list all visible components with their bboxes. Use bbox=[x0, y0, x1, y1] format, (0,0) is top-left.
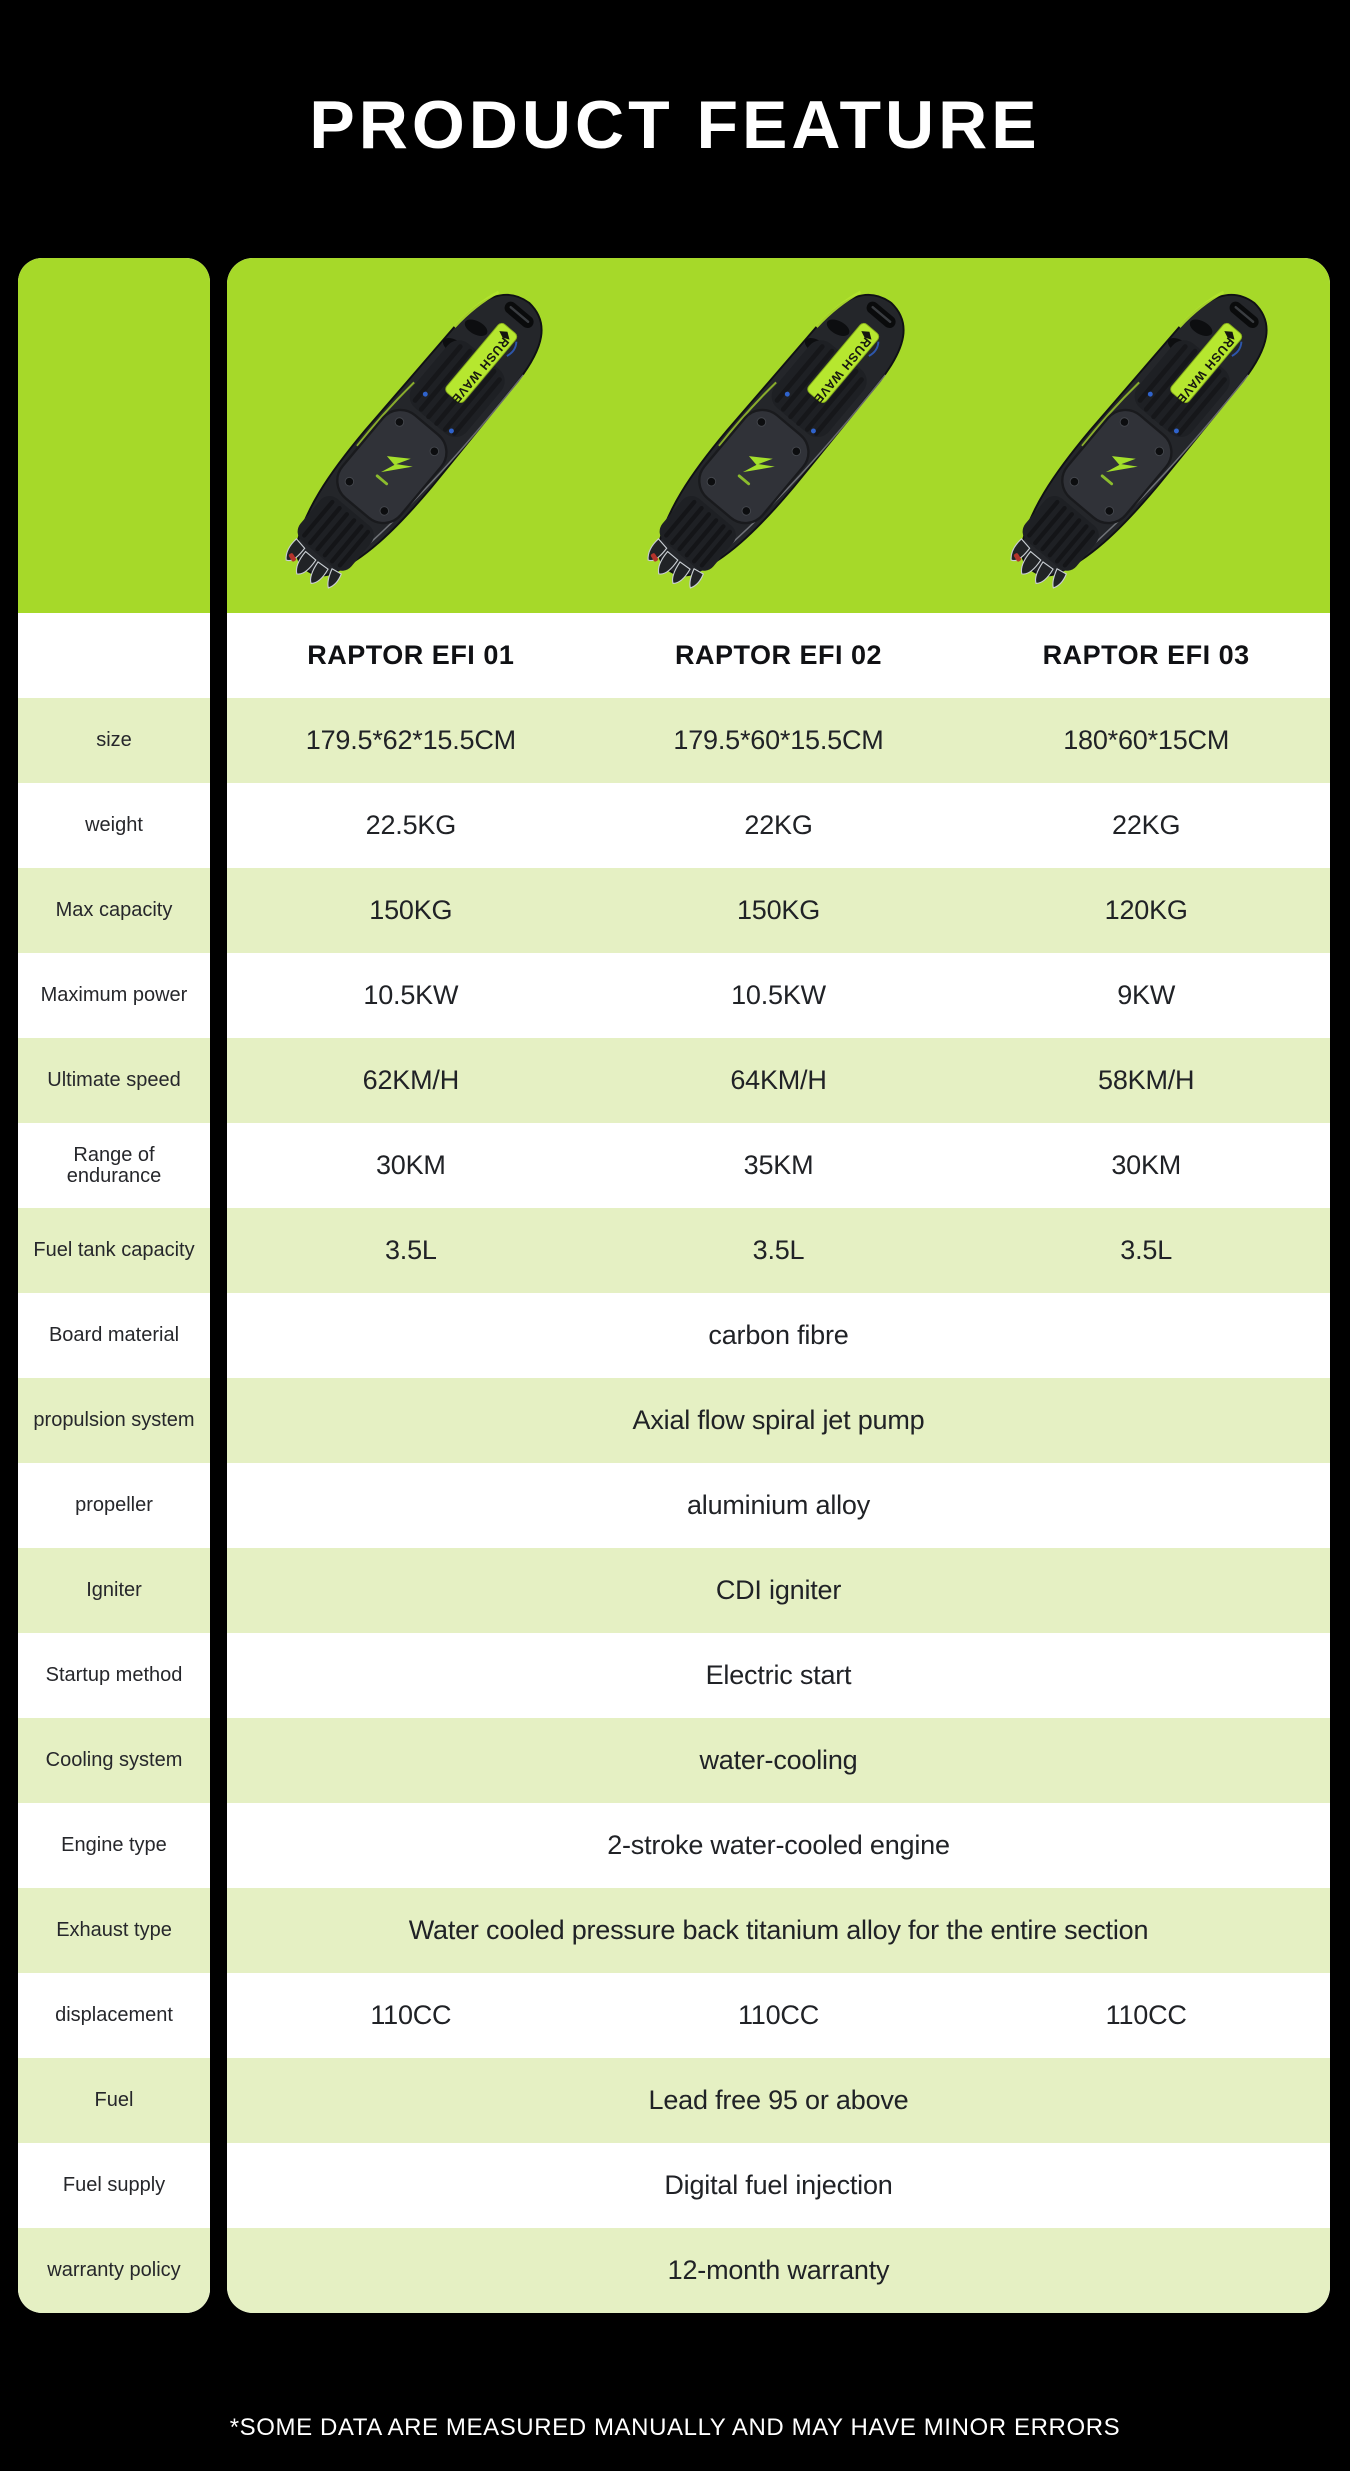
row-label: Fuel supply bbox=[18, 2143, 210, 2228]
row-label: warranty policy bbox=[18, 2228, 210, 2313]
spec-value: 179.5*62*15.5CM bbox=[305, 725, 516, 755]
row-label: Fuel tank capacity bbox=[18, 1208, 210, 1293]
row-label: Cooling system bbox=[18, 1718, 210, 1803]
spec-value: 3.5L bbox=[384, 1235, 437, 1265]
spec-row bbox=[227, 2058, 1330, 2143]
spec-value: 110CC bbox=[737, 2000, 820, 2030]
spec-value-merged: Digital fuel injection bbox=[664, 2170, 893, 2200]
spec-table-panel bbox=[227, 258, 1330, 2313]
spec-row bbox=[227, 868, 1330, 953]
spec-row bbox=[227, 1633, 1330, 1718]
row-label: displacement bbox=[18, 1973, 210, 2058]
spec-value: 22KG bbox=[1112, 810, 1181, 840]
spec-value-merged: CDI igniter bbox=[715, 1575, 842, 1605]
spec-row bbox=[227, 1463, 1330, 1548]
spec-value: 62KM/H bbox=[362, 1065, 459, 1095]
row-label: Maximum power bbox=[18, 953, 210, 1038]
sidebar-header-spacer bbox=[18, 613, 210, 698]
spec-value: 150KG bbox=[369, 895, 453, 925]
row-label: Igniter bbox=[18, 1548, 210, 1633]
spec-value: 3.5L bbox=[752, 1235, 805, 1265]
spec-value: 10.5KW bbox=[731, 980, 826, 1010]
jetboard-image bbox=[623, 267, 933, 605]
spec-row bbox=[227, 1888, 1330, 1973]
spec-value: 22.5KG bbox=[365, 810, 457, 840]
spec-row bbox=[227, 1718, 1330, 1803]
spec-row bbox=[227, 2143, 1330, 2228]
row-label: Exhaust type bbox=[18, 1888, 210, 1973]
spec-row bbox=[227, 1378, 1330, 1463]
spec-value: 64KM/H bbox=[730, 1065, 827, 1095]
sidebar-rows bbox=[18, 698, 210, 2313]
spec-row bbox=[227, 1208, 1330, 1293]
row-label: Max capacity bbox=[18, 868, 210, 953]
spec-row bbox=[227, 1293, 1330, 1378]
spec-row bbox=[227, 783, 1330, 868]
row-label: Engine type bbox=[18, 1803, 210, 1888]
spec-value: 9KW bbox=[1117, 980, 1176, 1010]
spec-value-merged: Lead free 95 or above bbox=[648, 2085, 909, 2115]
spec-value-merged: 2-stroke water-cooled engine bbox=[607, 1830, 950, 1860]
spec-row bbox=[227, 1123, 1330, 1208]
jetboard-image bbox=[261, 267, 571, 605]
spec-value: 110CC bbox=[370, 2000, 452, 2030]
product-name: RAPTOR EFI 02 bbox=[674, 640, 883, 670]
spec-row bbox=[227, 1803, 1330, 1888]
spec-rows bbox=[227, 698, 1330, 2313]
product-name: RAPTOR EFI 01 bbox=[307, 640, 515, 670]
spec-value: 120KG bbox=[1104, 895, 1188, 925]
spec-value-merged: Axial flow spiral jet pump bbox=[632, 1405, 925, 1435]
spec-row bbox=[227, 2228, 1330, 2313]
spec-value-merged: Water cooled pressure back titanium alloy for the entire section bbox=[408, 1915, 1149, 1945]
row-label: Range of endurance bbox=[18, 1123, 210, 1208]
product-photo-strip bbox=[227, 258, 1330, 613]
spec-value: 110CC bbox=[1105, 2000, 1187, 2030]
spec-value: 150KG bbox=[736, 895, 821, 925]
spec-value-merged: carbon fibre bbox=[708, 1320, 849, 1350]
product-name: RAPTOR EFI 03 bbox=[1042, 640, 1250, 670]
spec-value-merged: Electric start bbox=[705, 1660, 852, 1690]
row-label: propeller bbox=[18, 1463, 210, 1548]
row-label: Ultimate speed bbox=[18, 1038, 210, 1123]
row-label: propulsion system bbox=[18, 1378, 210, 1463]
spec-row bbox=[227, 698, 1330, 783]
spec-row bbox=[227, 1973, 1330, 2058]
spec-value: 180*60*15CM bbox=[1063, 725, 1230, 755]
row-label: Startup method bbox=[18, 1633, 210, 1718]
footnote: *SOME DATA ARE MEASURED MANUALLY AND MAY HAVE MINOR ERRORS bbox=[229, 2414, 1121, 2441]
spec-row bbox=[227, 953, 1330, 1038]
product-name-row bbox=[227, 613, 1330, 698]
row-label: weight bbox=[18, 783, 210, 868]
spec-value: 179.5*60*15.5CM bbox=[673, 725, 884, 755]
spec-value: 10.5KW bbox=[363, 980, 459, 1010]
spec-value: 22KG bbox=[744, 810, 813, 840]
spec-row bbox=[227, 1548, 1330, 1633]
spec-row bbox=[227, 1038, 1330, 1123]
spec-value: 3.5L bbox=[1120, 1235, 1173, 1265]
spec-value: 58KM/H bbox=[1098, 1065, 1195, 1095]
spec-label-column bbox=[18, 258, 210, 2313]
sidebar-top-spacer bbox=[18, 258, 210, 613]
page-title: PRODUCT FEATURE bbox=[309, 87, 1041, 163]
row-label: Board material bbox=[18, 1293, 210, 1378]
jetboard-image bbox=[986, 267, 1296, 605]
row-label: size bbox=[18, 698, 210, 783]
row-label: Fuel bbox=[18, 2058, 210, 2143]
spec-value: 35KM bbox=[743, 1150, 814, 1180]
spec-value-merged: 12-month warranty bbox=[667, 2255, 890, 2285]
spec-value-merged: aluminium alloy bbox=[686, 1490, 871, 1520]
spec-value-merged: water-cooling bbox=[699, 1745, 858, 1775]
spec-value: 30KM bbox=[375, 1150, 446, 1180]
spec-value: 30KM bbox=[1111, 1150, 1182, 1180]
